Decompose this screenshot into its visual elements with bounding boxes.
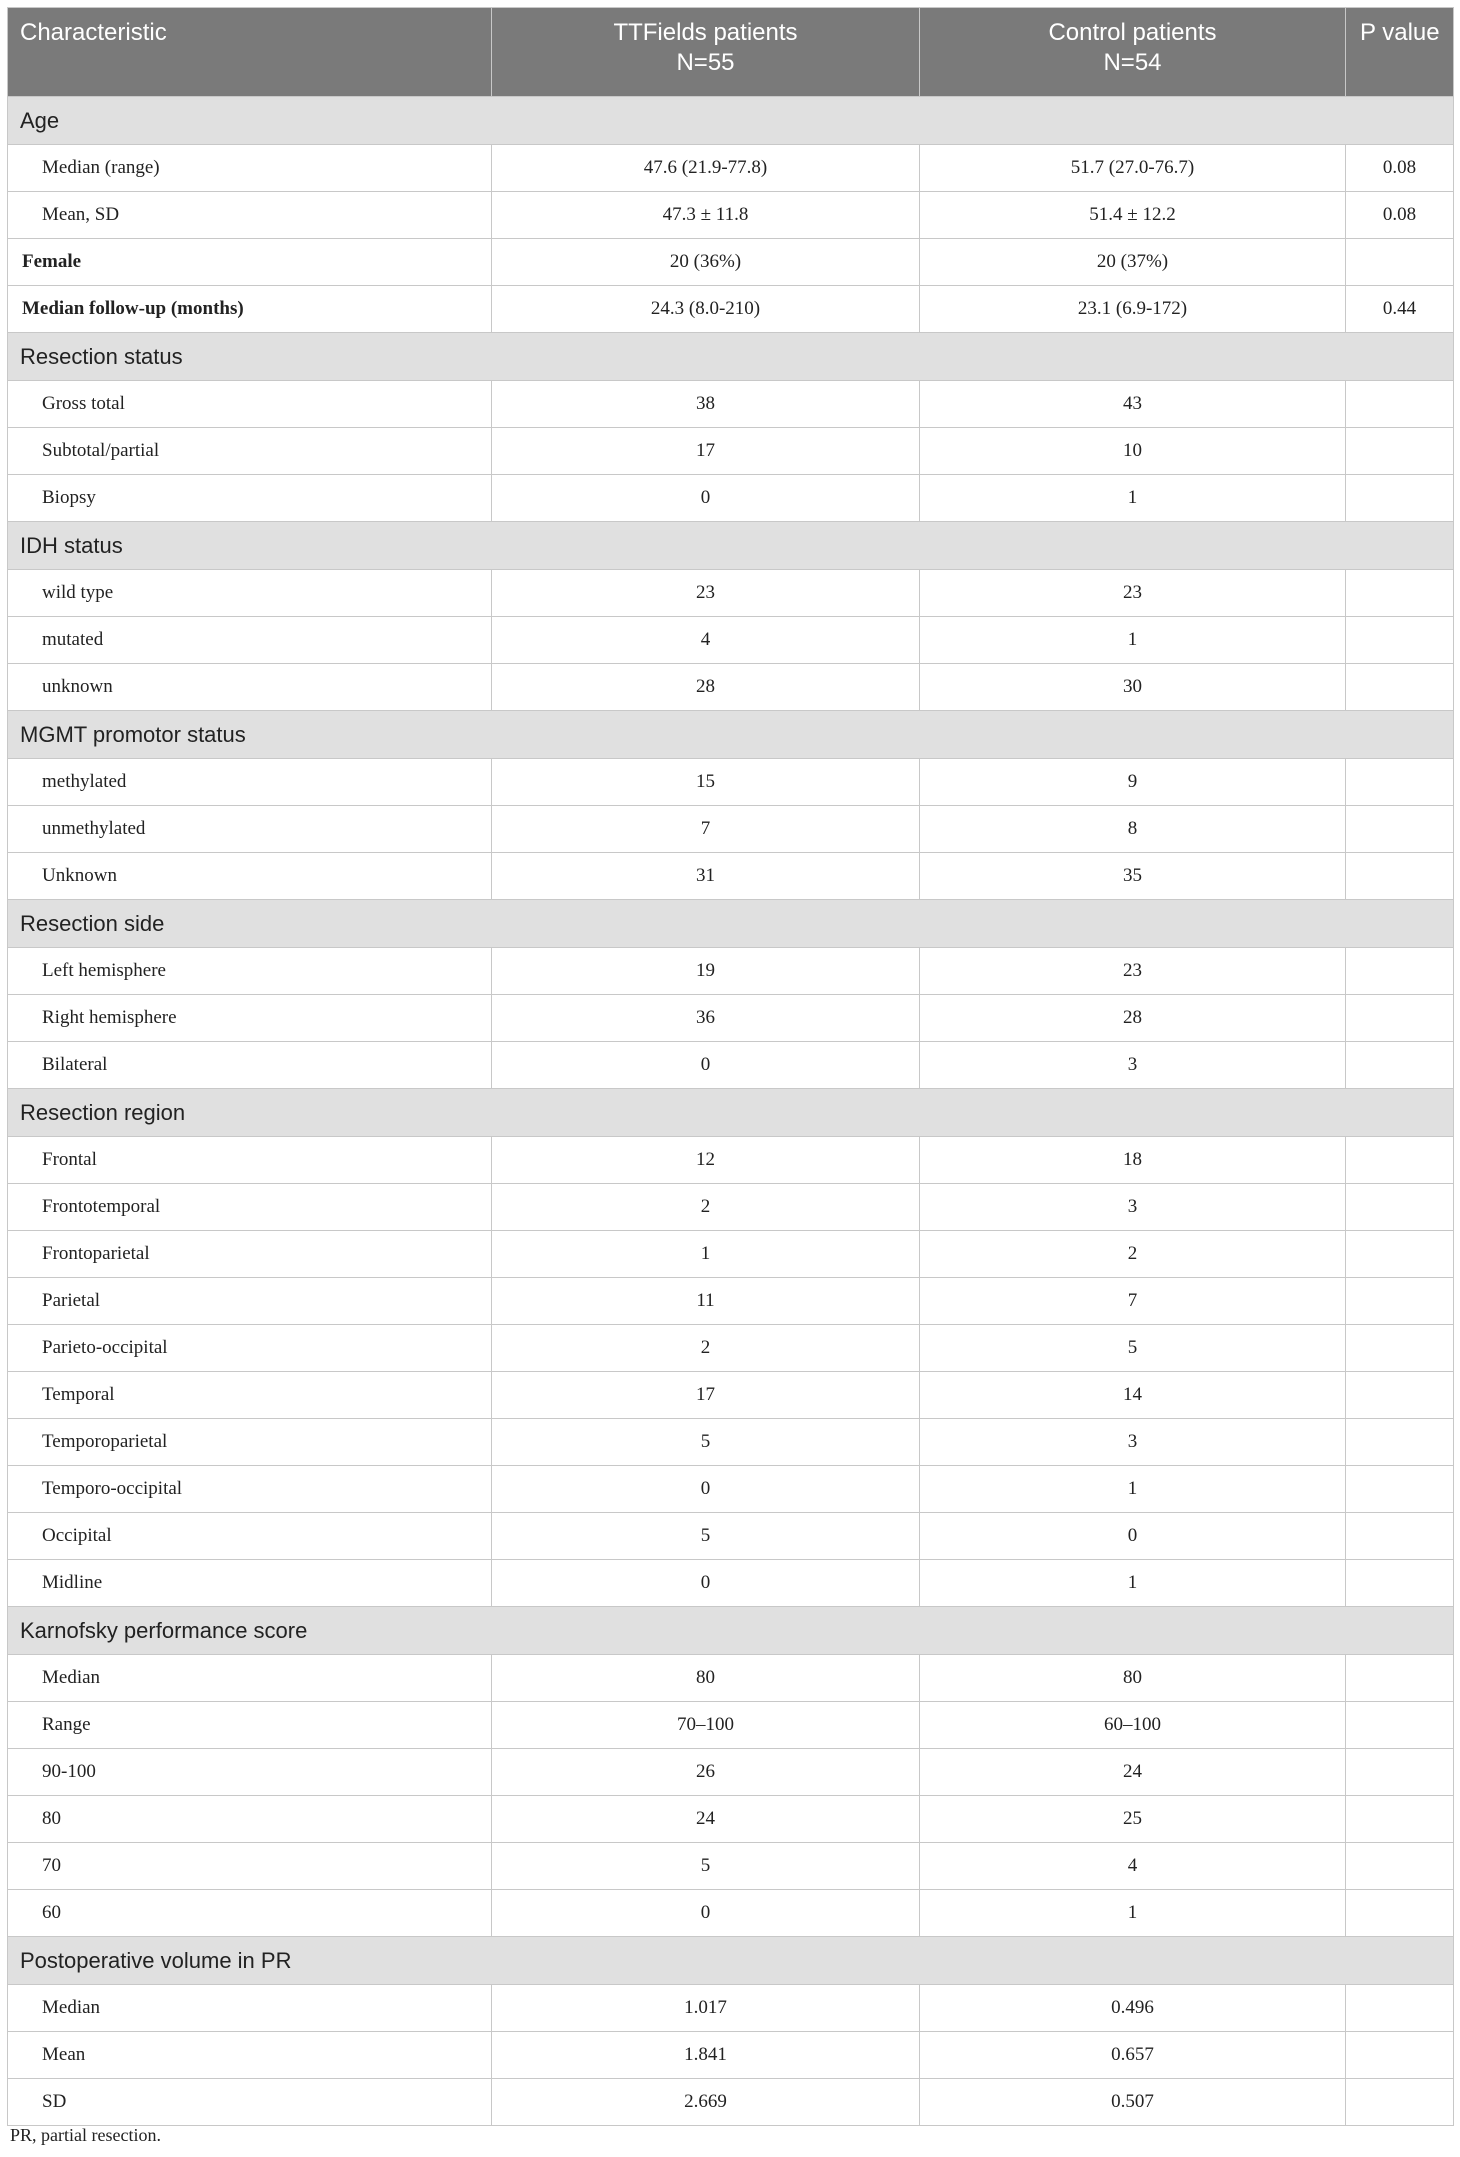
ttfields-value: 20 (36%) xyxy=(492,239,920,286)
section-title: Karnofsky performance score xyxy=(8,1607,1454,1655)
p-value xyxy=(1346,664,1454,711)
ttfields-value: 0 xyxy=(492,475,920,522)
row-label: SD xyxy=(8,2079,492,2126)
ttfields-value: 24 xyxy=(492,1796,920,1843)
control-value: 5 xyxy=(920,1325,1346,1372)
control-value: 1 xyxy=(920,1890,1346,1937)
row-label: Left hemisphere xyxy=(8,948,492,995)
header-control-n: N=54 xyxy=(1103,49,1162,76)
control-value: 80 xyxy=(920,1655,1346,1702)
row-label: Median xyxy=(8,1985,492,2032)
ttfields-value: 0 xyxy=(492,1042,920,1089)
ttfields-value: 26 xyxy=(492,1749,920,1796)
row-label: Mean xyxy=(8,2032,492,2079)
table-row xyxy=(8,2032,1454,2079)
p-value xyxy=(1346,1655,1454,1702)
control-value: 0 xyxy=(920,1513,1346,1560)
p-value xyxy=(1346,1702,1454,1749)
table-row xyxy=(8,1513,1454,1560)
control-value: 0.507 xyxy=(920,2079,1346,2126)
ttfields-value: 2 xyxy=(492,1184,920,1231)
row-label: Range xyxy=(8,1702,492,1749)
table-footnote: PR, partial resection. xyxy=(10,2125,161,2145)
control-value: 24 xyxy=(920,1749,1346,1796)
row-label: Temporo-occipital xyxy=(8,1466,492,1513)
table-row xyxy=(8,948,1454,995)
control-value: 60–100 xyxy=(920,1702,1346,1749)
table-row xyxy=(8,1466,1454,1513)
p-value xyxy=(1346,1560,1454,1607)
row-label: Median (range) xyxy=(8,145,492,192)
table-row xyxy=(8,664,1454,711)
table-row xyxy=(8,192,1454,239)
ttfields-value: 19 xyxy=(492,948,920,995)
row-label: Mean, SD xyxy=(8,192,492,239)
control-value: 3 xyxy=(920,1042,1346,1089)
p-value xyxy=(1346,1466,1454,1513)
p-value xyxy=(1346,1890,1454,1937)
ttfields-value: 47.3 ± 11.8 xyxy=(492,192,920,239)
header-ttfields-n: N=55 xyxy=(676,49,735,76)
table-row xyxy=(8,1325,1454,1372)
row-label: unknown xyxy=(8,664,492,711)
p-value xyxy=(1346,428,1454,475)
ttfields-value: 5 xyxy=(492,1513,920,1560)
table-row xyxy=(8,1796,1454,1843)
ttfields-value: 2.669 xyxy=(492,2079,920,2126)
control-value: 9 xyxy=(920,759,1346,806)
table-row xyxy=(8,1184,1454,1231)
p-value xyxy=(1346,1325,1454,1372)
section-row xyxy=(8,900,1454,948)
section-row xyxy=(8,1607,1454,1655)
row-label: 70 xyxy=(8,1843,492,1890)
control-value: 18 xyxy=(920,1137,1346,1184)
p-value xyxy=(1346,1985,1454,2032)
ttfields-value: 17 xyxy=(492,1372,920,1419)
table-row xyxy=(8,995,1454,1042)
table-row xyxy=(8,853,1454,900)
p-value xyxy=(1346,853,1454,900)
row-label: mutated xyxy=(8,617,492,664)
ttfields-value: 5 xyxy=(492,1419,920,1466)
control-value: 8 xyxy=(920,806,1346,853)
control-value: 1 xyxy=(920,1466,1346,1513)
p-value xyxy=(1346,1231,1454,1278)
section-row xyxy=(8,522,1454,570)
control-value: 30 xyxy=(920,664,1346,711)
table-row xyxy=(8,1560,1454,1607)
row-label: Temporal xyxy=(8,1372,492,1419)
ttfields-value: 7 xyxy=(492,806,920,853)
p-value xyxy=(1346,1184,1454,1231)
control-value: 43 xyxy=(920,381,1346,428)
table-row xyxy=(8,2079,1454,2126)
control-value: 51.4 ± 12.2 xyxy=(920,192,1346,239)
row-label: wild type xyxy=(8,570,492,617)
row-label: methylated xyxy=(8,759,492,806)
p-value xyxy=(1346,948,1454,995)
row-label: Biopsy xyxy=(8,475,492,522)
table-header xyxy=(8,8,1454,97)
ttfields-value: 38 xyxy=(492,381,920,428)
section-title: Resection region xyxy=(8,1089,1454,1137)
section-title: IDH status xyxy=(8,522,1454,570)
ttfields-value: 80 xyxy=(492,1655,920,1702)
control-value: 2 xyxy=(920,1231,1346,1278)
ttfields-value: 36 xyxy=(492,995,920,1042)
p-value: 0.44 xyxy=(1346,286,1454,333)
section-title: Postoperative volume in PR xyxy=(8,1937,1454,1985)
control-value: 25 xyxy=(920,1796,1346,1843)
section-row xyxy=(8,1937,1454,1985)
p-value: 0.08 xyxy=(1346,145,1454,192)
p-value xyxy=(1346,2032,1454,2079)
row-label: 90-100 xyxy=(8,1749,492,1796)
row-label: Right hemisphere xyxy=(8,995,492,1042)
header-ttfields-title: TTFields patients xyxy=(613,19,798,46)
ttfields-value: 23 xyxy=(492,570,920,617)
control-value: 3 xyxy=(920,1184,1346,1231)
row-label: Unknown xyxy=(8,853,492,900)
p-value xyxy=(1346,570,1454,617)
ttfields-value: 31 xyxy=(492,853,920,900)
table-row xyxy=(8,1749,1454,1796)
p-value xyxy=(1346,1419,1454,1466)
header-characteristic: Characteristic xyxy=(8,8,492,97)
table-row xyxy=(8,1985,1454,2032)
p-value xyxy=(1346,1796,1454,1843)
row-label: Median xyxy=(8,1655,492,1702)
table-row xyxy=(8,1042,1454,1089)
row-label: Parieto-occipital xyxy=(8,1325,492,1372)
control-value: 23 xyxy=(920,948,1346,995)
control-value: 0.496 xyxy=(920,1985,1346,2032)
control-value: 7 xyxy=(920,1278,1346,1325)
control-value: 35 xyxy=(920,853,1346,900)
p-value xyxy=(1346,759,1454,806)
table-row xyxy=(8,759,1454,806)
control-value: 3 xyxy=(920,1419,1346,1466)
row-label: 60 xyxy=(8,1890,492,1937)
section-row xyxy=(8,333,1454,381)
table-row xyxy=(8,617,1454,664)
table-row xyxy=(8,1655,1454,1702)
control-value: 1 xyxy=(920,617,1346,664)
table-row xyxy=(8,1231,1454,1278)
row-label: Gross total xyxy=(8,381,492,428)
ttfields-value: 1 xyxy=(492,1231,920,1278)
table-row xyxy=(8,1702,1454,1749)
control-value: 20 (37%) xyxy=(920,239,1346,286)
row-label: Frontoparietal xyxy=(8,1231,492,1278)
control-value: 23 xyxy=(920,570,1346,617)
ttfields-value: 47.6 (21.9-77.8) xyxy=(492,145,920,192)
p-value xyxy=(1346,2079,1454,2126)
ttfields-value: 11 xyxy=(492,1278,920,1325)
p-value xyxy=(1346,1278,1454,1325)
control-value: 4 xyxy=(920,1843,1346,1890)
table-row xyxy=(8,381,1454,428)
table-row xyxy=(8,475,1454,522)
ttfields-value: 0 xyxy=(492,1466,920,1513)
row-label: Frontal xyxy=(8,1137,492,1184)
section-title: MGMT promotor status xyxy=(8,711,1454,759)
row-label: Parietal xyxy=(8,1278,492,1325)
section-title: Age xyxy=(8,97,1454,145)
section-row xyxy=(8,1089,1454,1137)
row-label: Temporoparietal xyxy=(8,1419,492,1466)
control-value: 1 xyxy=(920,1560,1346,1607)
row-label: unmethylated xyxy=(8,806,492,853)
control-value: 1 xyxy=(920,475,1346,522)
p-value xyxy=(1346,239,1454,286)
header-pvalue: P value xyxy=(1346,8,1454,97)
ttfields-value: 4 xyxy=(492,617,920,664)
p-value xyxy=(1346,806,1454,853)
ttfields-value: 12 xyxy=(492,1137,920,1184)
table-row xyxy=(8,806,1454,853)
control-value: 51.7 (27.0-76.7) xyxy=(920,145,1346,192)
control-value: 14 xyxy=(920,1372,1346,1419)
control-value: 28 xyxy=(920,995,1346,1042)
table-row xyxy=(8,570,1454,617)
row-label: Bilateral xyxy=(8,1042,492,1089)
table-row xyxy=(8,286,1454,333)
table-row xyxy=(8,428,1454,475)
ttfields-value: 17 xyxy=(492,428,920,475)
row-label: Frontotemporal xyxy=(8,1184,492,1231)
table-row xyxy=(8,1843,1454,1890)
control-value: 23.1 (6.9-172) xyxy=(920,286,1346,333)
control-value: 10 xyxy=(920,428,1346,475)
ttfields-value: 0 xyxy=(492,1890,920,1937)
ttfields-value: 24.3 (8.0-210) xyxy=(492,286,920,333)
p-value xyxy=(1346,381,1454,428)
section-row xyxy=(8,97,1454,145)
p-value xyxy=(1346,475,1454,522)
row-label: Midline xyxy=(8,1560,492,1607)
p-value: 0.08 xyxy=(1346,192,1454,239)
ttfields-value: 5 xyxy=(492,1843,920,1890)
patient-characteristics-table xyxy=(7,7,1454,2126)
p-value xyxy=(1346,1042,1454,1089)
ttfields-value: 1.841 xyxy=(492,2032,920,2079)
p-value xyxy=(1346,1513,1454,1560)
p-value xyxy=(1346,1372,1454,1419)
table-row xyxy=(8,1278,1454,1325)
row-label: Female xyxy=(8,239,492,286)
table-row xyxy=(8,1372,1454,1419)
section-row xyxy=(8,711,1454,759)
control-value: 0.657 xyxy=(920,2032,1346,2079)
ttfields-value: 15 xyxy=(492,759,920,806)
table-row xyxy=(8,239,1454,286)
header-control-title: Control patients xyxy=(1048,19,1217,46)
table-container xyxy=(7,7,1453,2126)
p-value xyxy=(1346,1137,1454,1184)
section-title: Resection status xyxy=(8,333,1454,381)
row-label: Occipital xyxy=(8,1513,492,1560)
p-value xyxy=(1346,1749,1454,1796)
ttfields-value: 70–100 xyxy=(492,1702,920,1749)
section-title: Resection side xyxy=(8,900,1454,948)
table-row xyxy=(8,145,1454,192)
row-label: Subtotal/partial xyxy=(8,428,492,475)
ttfields-value: 2 xyxy=(492,1325,920,1372)
header-control xyxy=(920,8,1346,97)
table-row xyxy=(8,1137,1454,1184)
p-value xyxy=(1346,1843,1454,1890)
row-label: Median follow-up (months) xyxy=(8,286,492,333)
row-label: 80 xyxy=(8,1796,492,1843)
ttfields-value: 28 xyxy=(492,664,920,711)
p-value xyxy=(1346,995,1454,1042)
ttfields-value: 0 xyxy=(492,1560,920,1607)
header-ttfields xyxy=(492,8,920,97)
table-row xyxy=(8,1890,1454,1937)
p-value xyxy=(1346,617,1454,664)
ttfields-value: 1.017 xyxy=(492,1985,920,2032)
table-body xyxy=(8,97,1454,2126)
table-row xyxy=(8,1419,1454,1466)
